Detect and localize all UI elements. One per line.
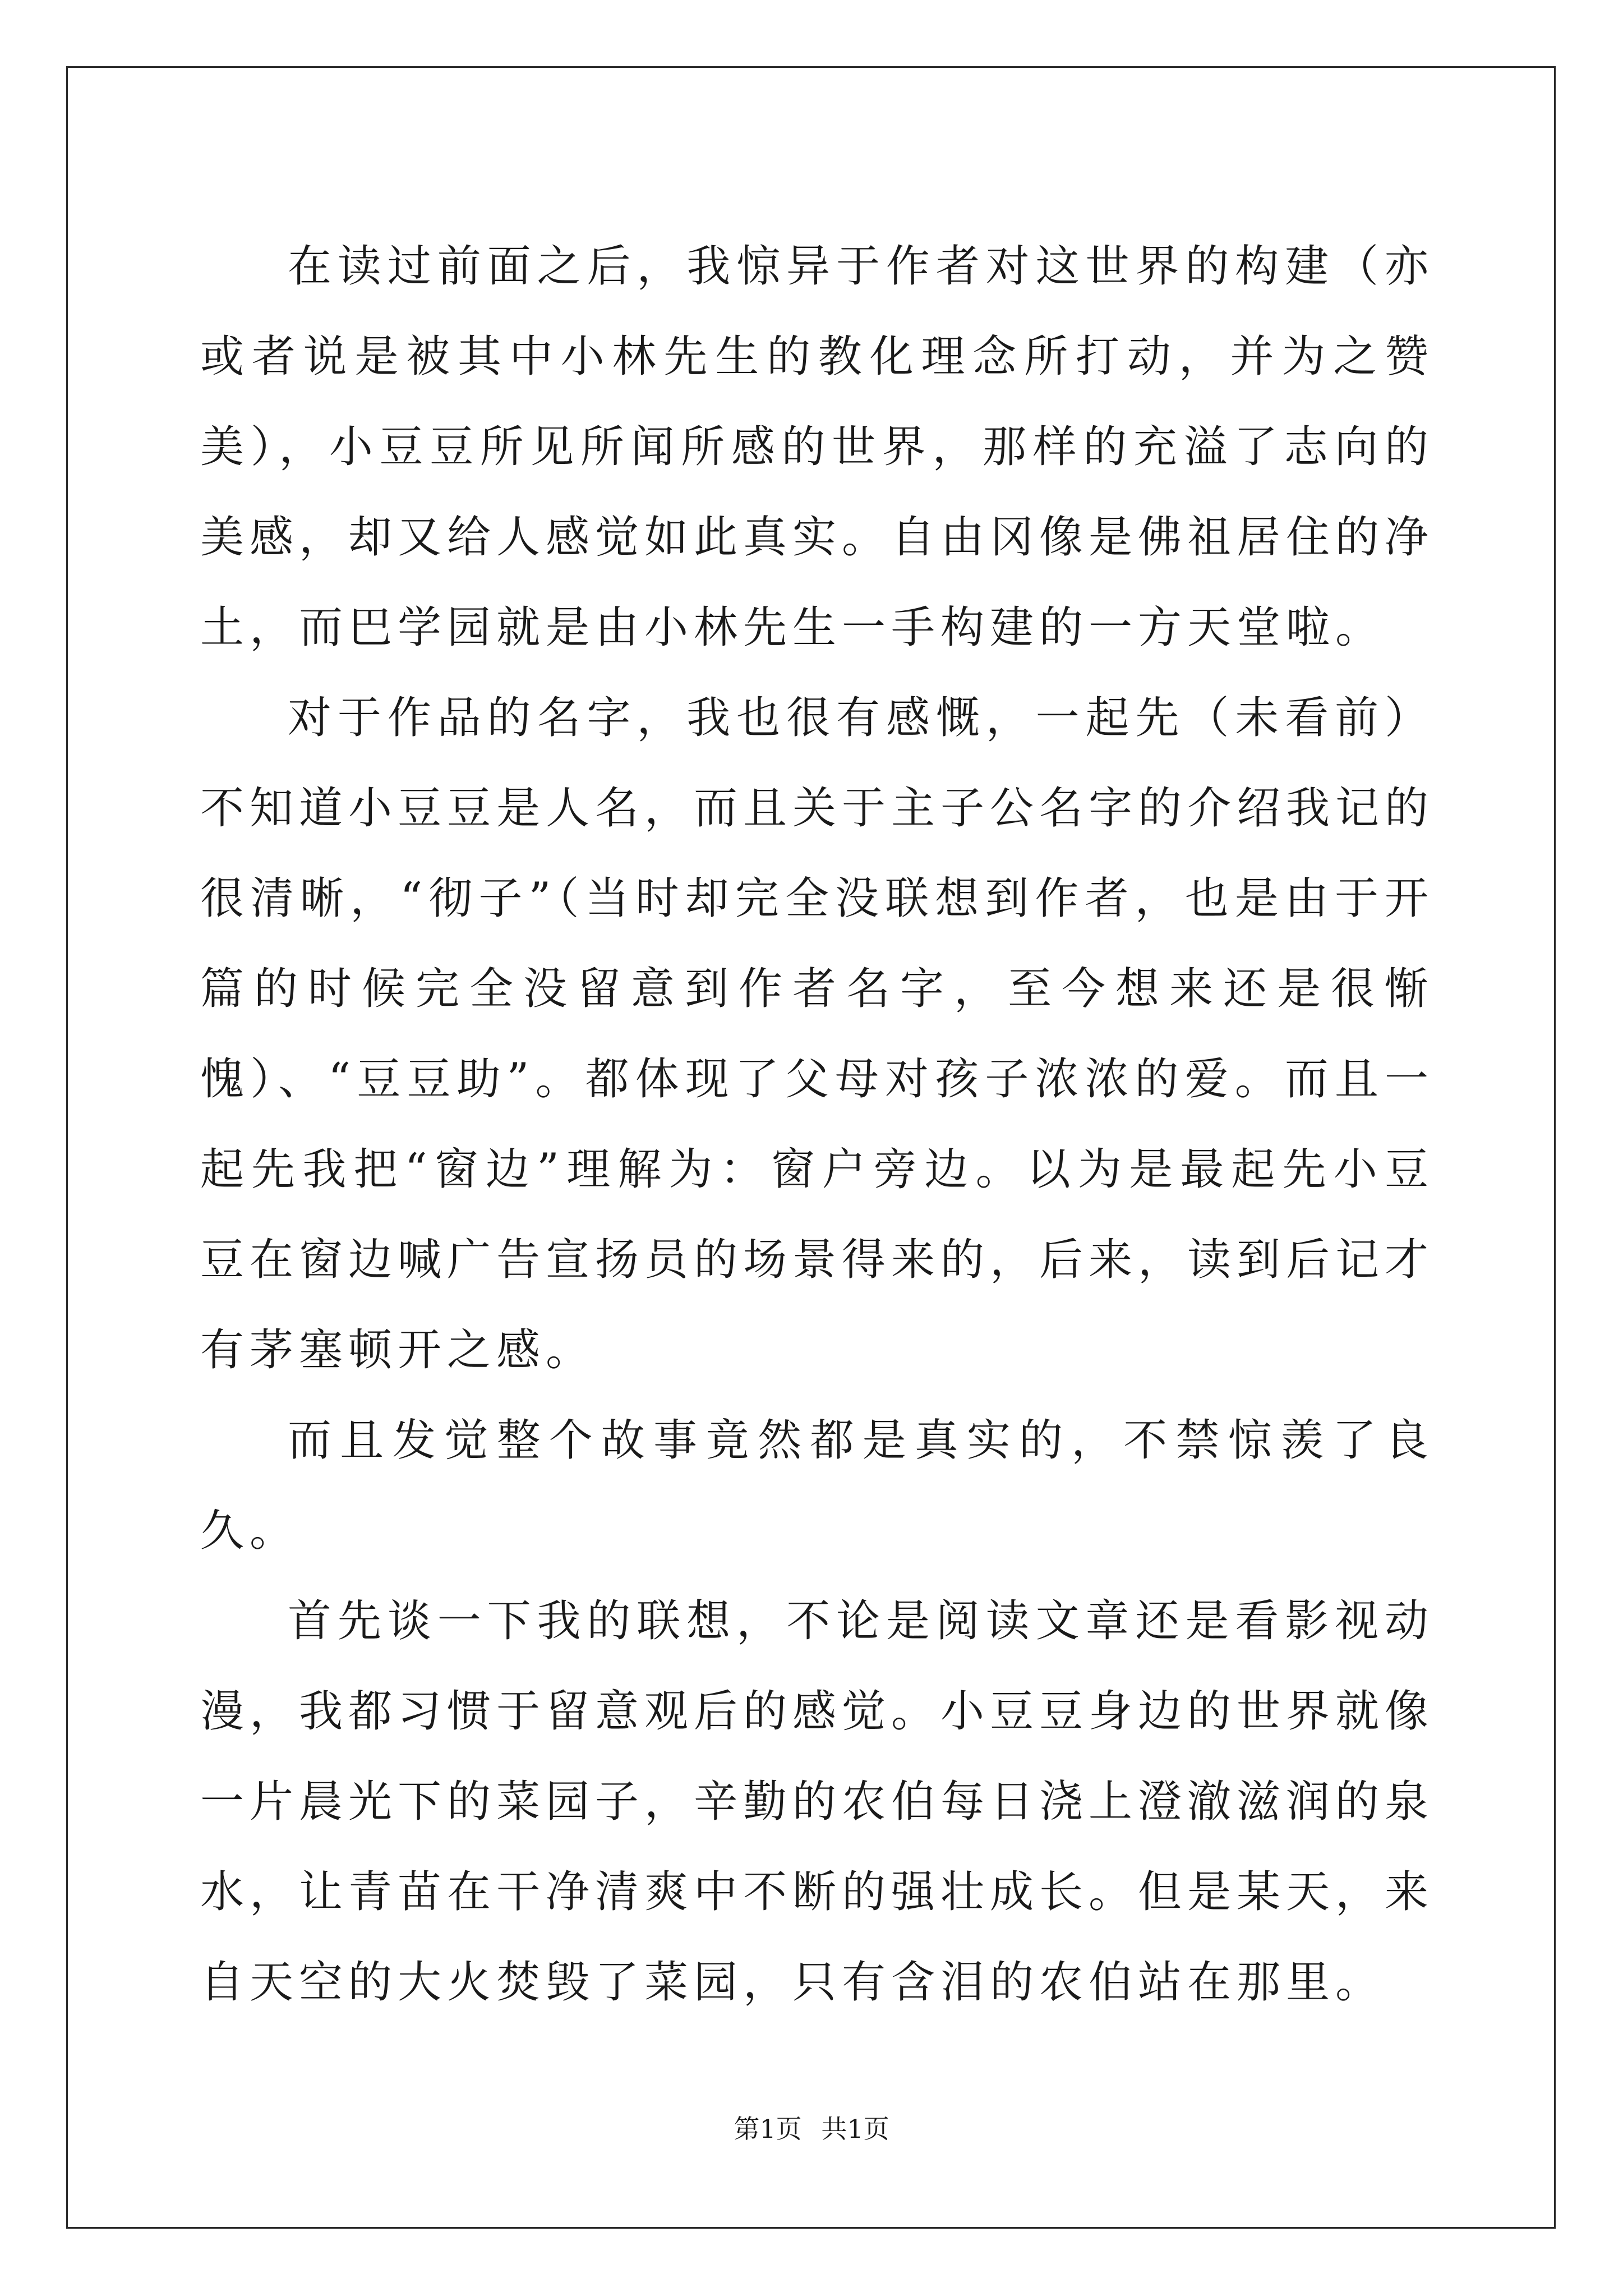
document-body (200, 222, 1434, 2028)
page-footer (0, 2112, 1623, 2146)
paragraph-3: 而且发觉整个故事竟然都是真实的，不禁惊羡了良久。 (200, 1415, 1434, 1556)
page-number-total: 共1页 (821, 2114, 889, 2144)
paragraph-1: 在读过前面之后，我惊异于作者对这世界的构建（亦或者说是被其中小林先生的教化理念所打动，并为之赞美），小豆豆所见所闻所感的世界，那样的充溢了志向的美感，却又给人感觉如此真实。自由冈像是佛祖居住的净土，而巴学园就是由小林先生一手构建的一方天堂啦。 (200, 241, 1435, 653)
paragraph-4: 首先谈一下我的联想，不论是阅读文章还是看影视动漫，我都习惯于留意观后的感觉。小豆豆身边的世界就像一片晨光下的菜园子，辛勤的农伯每日浇上澄澈滋润的泉水，让青苗在干净清爽中不断的强壮成长。但是某天，来自天空的大火焚毁了菜园，只有含泪的农伯站在那里。 (200, 1596, 1435, 2008)
paragraph-2: 对于作品的名字，我也很有感慨，一起先（未看前）不知道小豆豆是人名，而且关于主子公名字的介绍我记的很清晰，“彻子”（当时却完全没联想到作者，也是由于开篇的时候完全没留意到作者名字，至今想来还是很惭愧）、“豆豆助”。都体现了父母对孩子浓浓的爱。而且一起先我把“窗边”理解为：窗户旁边。以为是最起先小豆豆在窗边喊广告宣扬员的场景得来的，后来，读到后记才有茅塞顿开之感。 (200, 693, 1435, 1375)
page-number-current: 第1页 (734, 2114, 802, 2144)
